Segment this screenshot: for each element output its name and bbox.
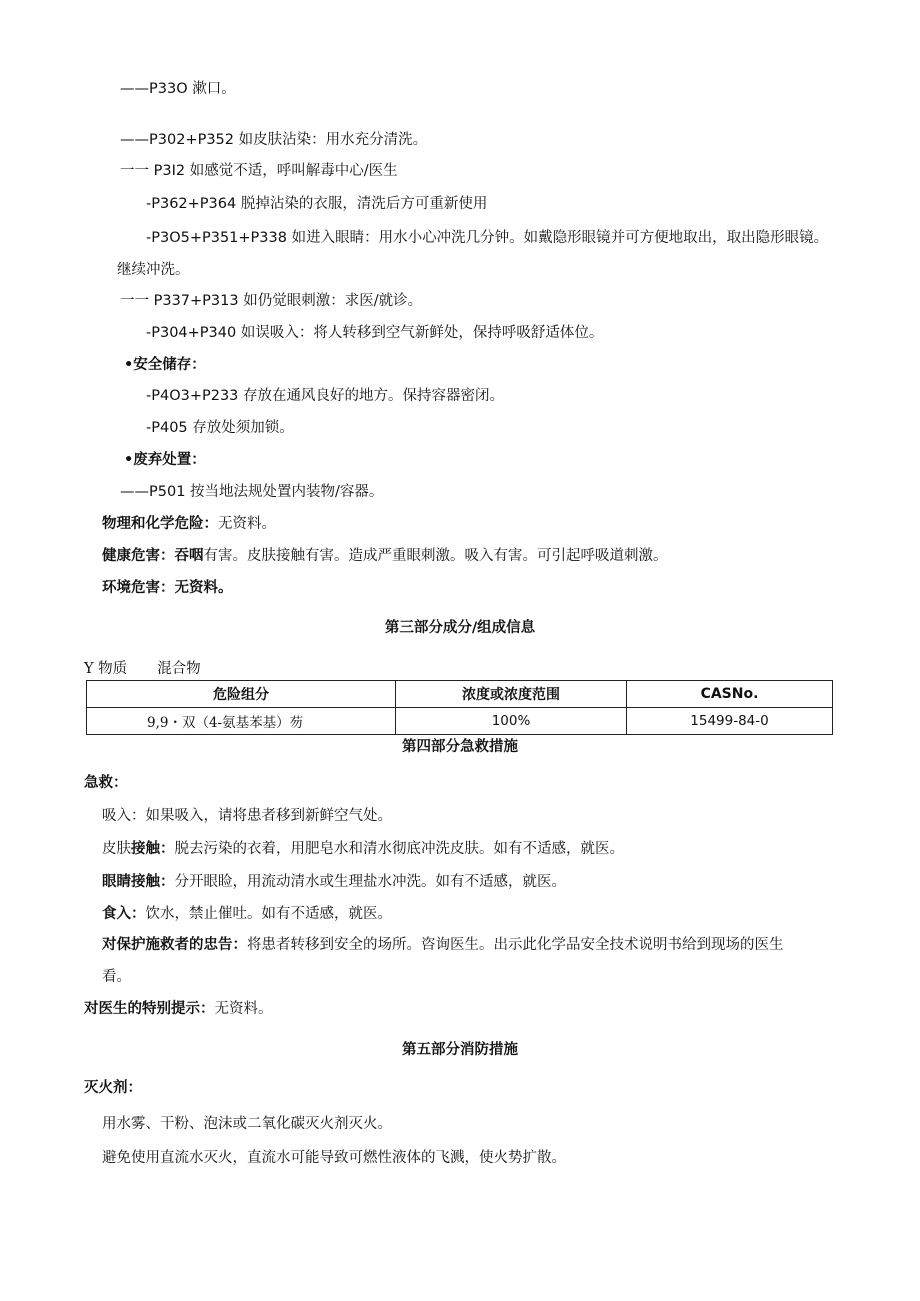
precaution-text: 脱掉沾染的衣服，清洗后方可重新使用 — [240, 196, 488, 212]
section4-title: 第四部分急救措施 — [402, 739, 518, 755]
precaution-text: 如仍觉眼刺激：求医/就诊。 — [243, 293, 423, 309]
env-hazard: 环境危害：无资料。 — [102, 580, 233, 596]
precaution-text: 如进入眼睛：用水小心冲洗几分钟。如戴隐形眼镜并可方便地取出，取出隐形眼镜。 — [291, 230, 829, 246]
firstaid-eye — [102, 872, 566, 892]
firstaid-skin — [102, 839, 624, 859]
storage-text: 存放处须加锁。 — [192, 420, 294, 436]
section5-title: 第五部分消防措施 — [402, 1042, 518, 1058]
storage-text: 存放在通风良好的地方。保持容器密闭。 — [243, 388, 505, 404]
precaution-text: 如误吸入：将人转移到空气新鲜处，保持呼吸舒适体位。 — [240, 325, 604, 341]
firstaid-rescuer — [102, 935, 784, 955]
health-hazard — [102, 546, 668, 566]
disposal-heading: •废弃处置： — [124, 452, 206, 468]
skin-label: 接触： — [131, 841, 175, 857]
rescuer-label: 对保护施救者的忠告： — [102, 937, 247, 953]
substance-label: Y 物质 — [84, 661, 128, 677]
extinguish-line1: 用水雾、干粉、泡沫或二氧化碳灭火剂灭火。 — [102, 1116, 392, 1132]
extinguish-line2: 避免使用直流水灭火，直流水可能导致可燃性液体的飞溅，使火势扩散。 — [102, 1150, 566, 1166]
substance-type — [84, 659, 201, 679]
extinguish-heading: 灭火剂： — [84, 1080, 142, 1096]
skin-text: 脱去污染的衣着，用肥皂水和清水彻底冲洗皮肤。如有不适感，就医。 — [174, 841, 624, 857]
header-cas: CASNo. — [627, 681, 833, 708]
doctor-note — [84, 999, 273, 1019]
eye-text: 分开眼睑，用流动清水或生理盐水冲洗。如有不适感，就医。 — [174, 874, 566, 890]
cell-component: 9,9・双（4-氨基苯基）芴 — [87, 708, 396, 735]
precaution-text: 如感觉不适，呼叫解毒中心/医生 — [189, 163, 398, 179]
physical-hazard — [102, 514, 276, 534]
precaution-text: 继续冲洗。 — [117, 262, 190, 278]
skin-prefix: 皮肤 — [102, 841, 131, 857]
disposal-item — [120, 482, 383, 502]
storage-item — [146, 418, 294, 438]
physical-hazard-label: 物理和化学危险： — [102, 516, 218, 532]
ingest-text: 饮水，禁止催吐。如有不适感，就医。 — [145, 906, 392, 922]
firstaid-inhale: 吸入：如果吸入，请将患者移到新鲜空气处。 — [102, 808, 392, 824]
table-row — [87, 708, 833, 735]
cell-cas: 15499-84-0 — [627, 708, 833, 735]
precaution-code: -P362+P364 — [146, 196, 237, 212]
storage-heading: •安全储存： — [124, 357, 206, 373]
physical-hazard-text: 无资料。 — [218, 516, 276, 532]
storage-item — [146, 386, 504, 406]
firstaid-rescuer-cont: 看。 — [102, 969, 131, 985]
header-concentration: 浓度或浓度范围 — [396, 681, 627, 708]
firstaid-ingest — [102, 904, 392, 924]
precaution-code: 一一 P337+P313 — [120, 293, 239, 309]
firstaid-heading: 急救： — [84, 775, 128, 791]
health-hazard-label: 健康危害：吞咽 — [102, 548, 204, 564]
precaution-p330 — [120, 79, 236, 99]
header-component: 危险组分 — [87, 681, 396, 708]
health-hazard-text: 有害。皮肤接触有害。造成严重眼刺激。吸入有害。可引起呼吸道刺激。 — [203, 548, 668, 564]
precaution-code: -P3O5+P351+P338 — [146, 230, 287, 246]
precaution-code: -P304+P340 — [146, 325, 237, 341]
doctor-text: 无资料。 — [214, 1001, 273, 1017]
cell-concentration: 100% — [396, 708, 627, 735]
precaution-code: ——P302+P352 — [120, 132, 234, 148]
section3-title: 第三部分成分/组成信息 — [384, 620, 536, 636]
precaution-code: ——P33O — [120, 81, 188, 97]
doctor-label: 对医生的特别提示： — [84, 1001, 215, 1017]
disposal-code: ——P501 — [120, 484, 186, 500]
precaution-p337 — [120, 291, 422, 311]
precaution-continue — [117, 260, 190, 280]
precaution-code: 一一 P3I2 — [120, 163, 186, 179]
precaution-text: 如皮肤沾染：用水充分清洗。 — [238, 132, 428, 148]
composition-table — [86, 680, 833, 735]
rescuer-text: 将患者转移到安全的场所。咨询医生。出示此化学品安全技术说明书给到现场的医生 — [247, 937, 784, 953]
storage-code: -P405 — [146, 420, 188, 436]
table-header-row — [87, 681, 833, 708]
substance-value: 混合物 — [157, 661, 201, 677]
precaution-p304 — [146, 323, 603, 343]
ingest-label: 食入： — [102, 906, 146, 922]
disposal-text: 按当地法规处置内装物/容器。 — [190, 484, 384, 500]
precaution-p312 — [120, 161, 398, 181]
precaution-p362 — [146, 194, 487, 214]
precaution-p302 — [120, 130, 427, 150]
precaution-text: 漱口。 — [192, 81, 236, 97]
eye-label: 眼睛接触： — [102, 874, 175, 890]
storage-code: -P4O3+P233 — [146, 388, 239, 404]
precaution-p305 — [146, 228, 828, 248]
